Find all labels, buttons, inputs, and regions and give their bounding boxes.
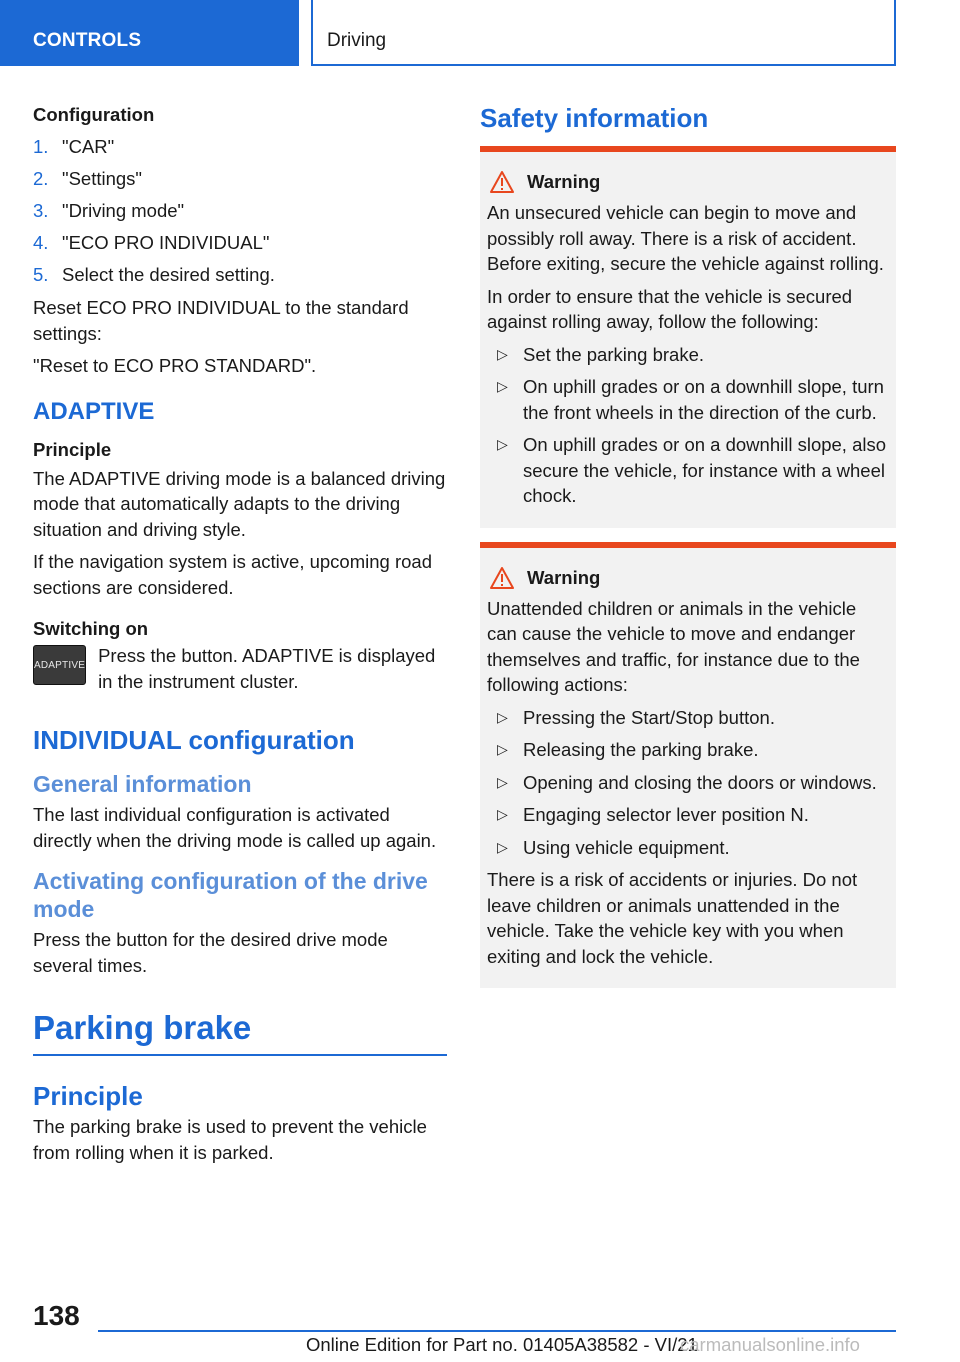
adaptive-button-image: ADAPTIVE [33,645,86,685]
activating-configuration-heading: Activating configuration of the drive mode [33,868,428,922]
step-text: "ECO PRO INDIVIDUAL" [62,232,270,253]
warning-text: An unsecured vehicle can begin to move and possibly roll away. There is a risk of accident. Before exiting, secure the vehicle against rolling. [487,202,884,274]
warning-list [487,705,889,861]
list-item-text: Set the parking brake. [523,343,704,365]
section-tab: CONTROLS [0,0,299,66]
principle-text: The ADAPTIVE driving mode is a balanced driving mode that automatically adapts to the driving situation and driving style. [33,467,446,540]
heading-rule [33,1054,447,1056]
list-item-text: On uphill grades or on a downhill slope, also secure the vehicle, for instance with a wheel chock. [523,434,887,506]
watermark: carmanualsonline.info [680,1334,860,1355]
warning-list [487,342,889,509]
warning-text: There is a risk of accidents or injuries. Do not leave children or animals unattended in the vehicle. Take the vehicle key with you when exiting and lock the vehicle. [487,869,858,967]
step-number: 4. [33,232,49,253]
individual-configuration-heading: INDIVIDUAL configuration [33,725,355,755]
step-text: Select the desired setting. [62,264,275,285]
warning-text: Unattended children or animals in the vehicle can cause the vehicle to move and endanger themselves and traffic, for instance due to the following actions: [487,597,860,695]
warning-triangle-icon [489,170,515,194]
step-item [33,227,447,259]
triangle-bullet-icon: ▷ [497,773,508,790]
right-column [480,102,896,1002]
list-item [487,432,889,509]
triangle-bullet-icon: ▷ [497,378,508,394]
parking-brake-principle-text: The parking brake is used to prevent the vehicle from rolling when it is parked. [33,1116,427,1163]
step-number: 3. [33,200,49,221]
step-item [33,195,447,227]
triangle-bullet-icon: ▷ [497,806,508,822]
general-information-heading: General information [33,771,252,797]
list-item [487,737,889,763]
left-column [33,102,447,1172]
warning-box [480,542,896,989]
list-item-text: Opening and closing the doors or windows. [523,771,877,793]
list-item-text: Using vehicle equipment. [523,836,730,858]
triangle-bullet-icon: ▷ [497,436,508,452]
step-item [33,163,447,195]
list-item [487,342,889,368]
adaptive-heading: ADAPTIVE [33,397,155,425]
page-number: 138 [33,1300,80,1331]
adaptive-button-row [33,645,447,694]
list-item [487,705,889,731]
chapter-title: Driving [311,0,896,66]
activating-configuration-text: Press the button for the desired drive mode several times. [33,929,388,976]
list-item [487,770,889,796]
principle-heading: Principle [33,438,112,460]
step-number: 1. [33,136,49,157]
list-item-text: Releasing the parking brake. [523,739,759,760]
list-item [487,374,889,425]
warning-header [487,566,889,590]
adaptive-button-text: Press the button. ADAPTIVE is displayed in the instrument cluster. [98,645,436,692]
warning-header [487,170,889,194]
step-text: "Settings" [62,168,142,189]
parking-brake-heading: Parking brake [33,1009,252,1046]
step-number: 2. [33,168,49,189]
warning-triangle-icon [489,566,515,590]
parking-brake-principle-heading: Principle [33,1081,143,1111]
warning-label: Warning [527,171,601,192]
triangle-bullet-icon: ▷ [497,838,508,855]
triangle-bullet-icon: ▷ [497,741,508,757]
configuration-heading: Configuration [33,104,155,125]
warning-text: In order to ensure that the vehicle is secured against rolling away, follow the following: [487,285,853,332]
principle-text-navigation: If the navigation system is active, upcoming road sections are considered. [33,551,432,598]
step-item [33,131,447,163]
page-header [0,0,960,66]
step-text: "Driving mode" [62,200,185,221]
switching-on-heading: Switching on [33,618,149,639]
footer-rule [98,1330,896,1332]
configuration-steps [33,131,447,291]
list-item-text: Pressing the Start/Stop button. [523,706,775,728]
list-item [487,802,889,828]
reset-text: Reset ECO PRO INDIVIDUAL to the standard settings: [33,297,409,344]
list-item [487,835,889,861]
warning-label: Warning [527,566,601,588]
step-number: 5. [33,264,49,285]
list-item-text: Engaging selector lever position N. [523,804,809,825]
safety-information-heading: Safety information [480,103,709,133]
step-item [33,259,447,291]
edition-text: Online Edition for Part no. 01405A38582 - VI/21 [306,1334,698,1355]
triangle-bullet-icon: ▷ [497,708,508,725]
list-item-text: On uphill grades or on a downhill slope, turn the front wheels in the direction of the curb. [523,376,884,423]
reset-value: "Reset to ECO PRO STANDARD". [33,355,317,376]
warning-box [480,146,896,528]
triangle-bullet-icon: ▷ [497,345,508,362]
general-information-text: The last individual configuration is activated directly when the driving mode is called up again. [33,804,437,851]
step-text: "CAR" [62,136,115,157]
